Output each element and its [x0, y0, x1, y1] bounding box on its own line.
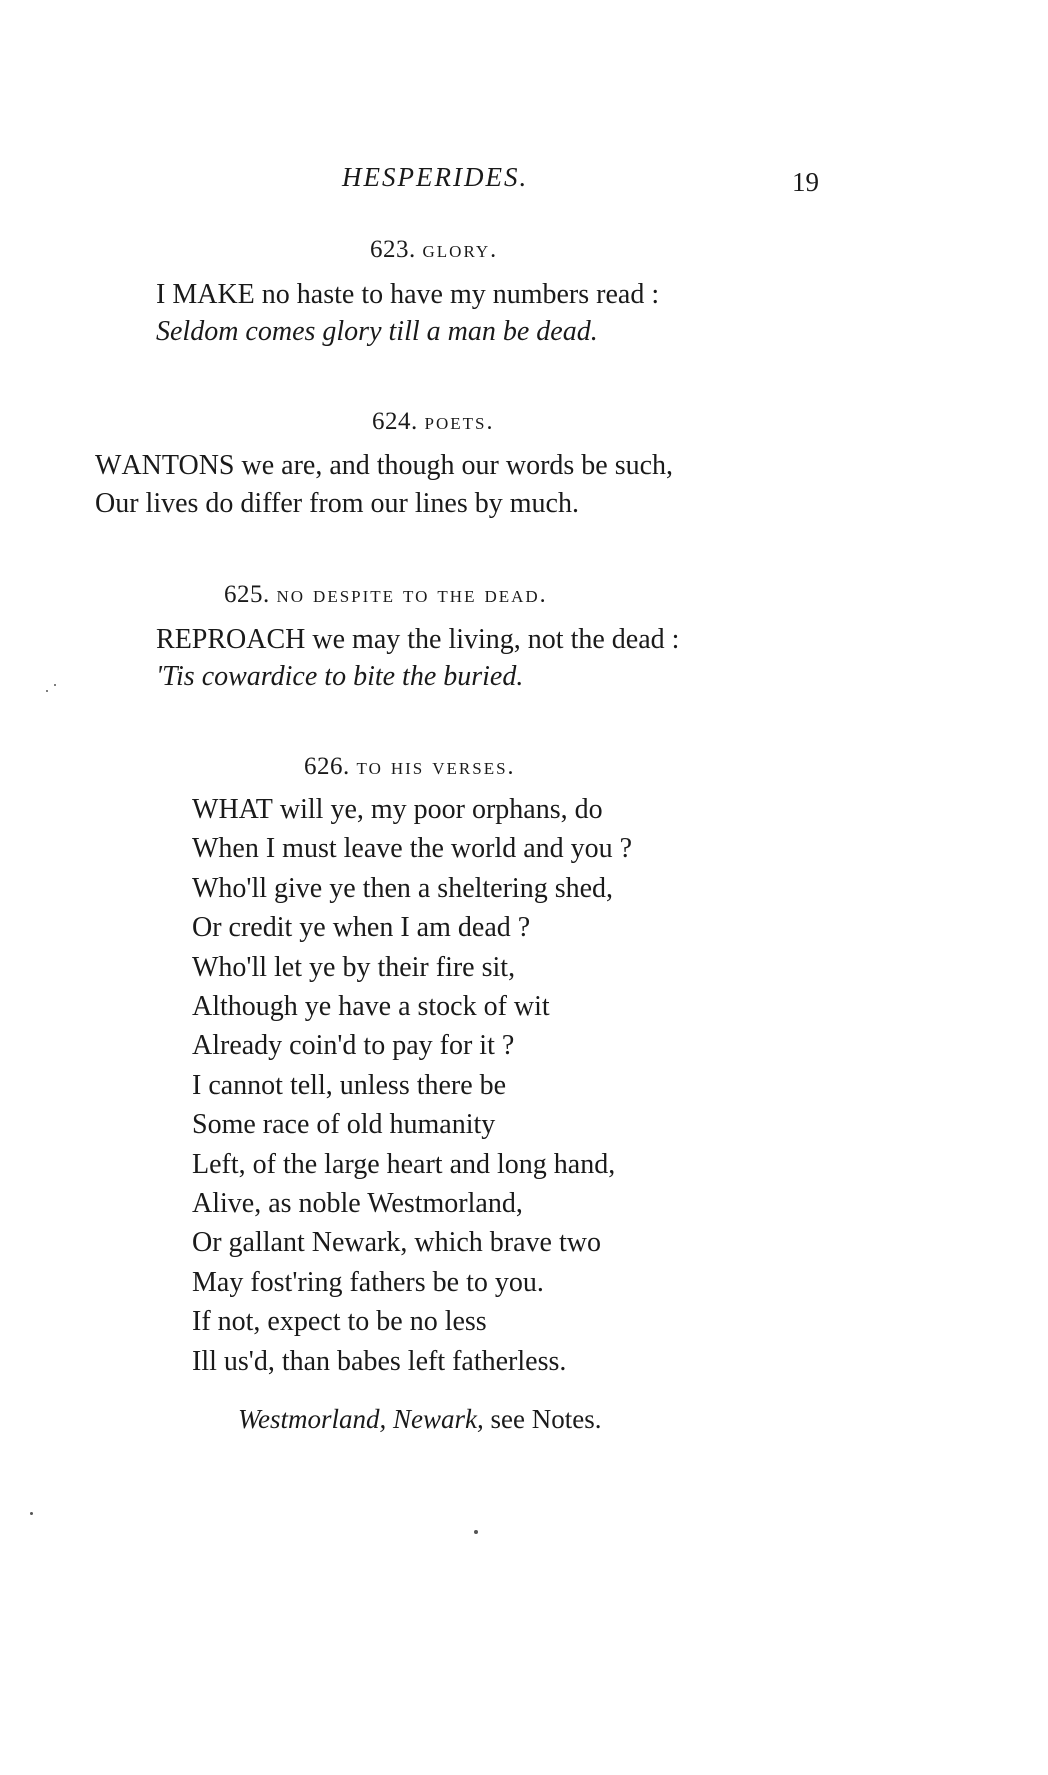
- poem-heading-624: [372, 408, 494, 436]
- poem-number: 626.: [304, 753, 350, 780]
- poem-line: Left, of the large heart and long hand,: [192, 1149, 616, 1180]
- running-header-title: HESPERIDES.: [342, 162, 529, 192]
- poem-heading-625: [224, 581, 548, 609]
- print-speck: [46, 690, 48, 692]
- poem-line: May fost'ring fathers be to you.: [192, 1267, 544, 1298]
- poem-line: REPROACH we may the living, not the dead :: [156, 624, 680, 655]
- poem-line: Or gallant Newark, which brave two: [192, 1227, 601, 1258]
- poem-line: Seldom comes glory till a man be dead.: [156, 316, 598, 347]
- poem-number: 623.: [370, 236, 416, 263]
- poem-title: to his verses.: [356, 754, 516, 780]
- print-speck: [54, 684, 56, 686]
- poem-line: WANTONS we are, and though our words be such,: [95, 450, 674, 481]
- poem-line: WHAT will ye, my poor orphans, do: [192, 794, 603, 825]
- poem-heading-623: [370, 236, 498, 264]
- poem-heading-626: [304, 753, 516, 781]
- poem-line: Although ye have a stock of wit: [192, 991, 550, 1022]
- poem-line: Some race of old humanity: [192, 1109, 496, 1140]
- footnote-rest: see Notes.: [483, 1404, 602, 1434]
- poem-line: Ill us'd, than babes left fatherless.: [192, 1346, 567, 1377]
- poem-line: When I must leave the world and you ?: [192, 833, 633, 864]
- poem-line: 'Tis cowardice to bite the buried.: [156, 661, 524, 692]
- poem-title: glory.: [422, 237, 499, 263]
- print-speck: [30, 1512, 33, 1515]
- page-number: 19: [792, 167, 819, 197]
- poem-line: Who'll let ye by their fire sit,: [192, 952, 516, 983]
- poem-line: Already coin'd to pay for it ?: [192, 1030, 515, 1061]
- poem-line: Who'll give ye then a sheltering shed,: [192, 873, 614, 904]
- footnote-italic: Westmorland, Newark,: [238, 1404, 484, 1434]
- poem-line: Or credit ye when I am dead ?: [192, 912, 531, 943]
- poem-title: no despite to the dead.: [276, 582, 548, 608]
- poem-line: I MAKE no haste to have my numbers read :: [156, 279, 660, 310]
- poem-line: Our lives do differ from our lines by much.: [95, 488, 579, 519]
- poem-line: I cannot tell, unless there be: [192, 1070, 507, 1101]
- footnote: [238, 1404, 601, 1435]
- print-speck: [474, 1530, 478, 1534]
- poem-number: 624.: [372, 408, 418, 435]
- poem-number: 625.: [224, 581, 270, 608]
- poem-title: poets.: [424, 409, 495, 435]
- poem-line: Alive, as noble Westmorland,: [192, 1188, 523, 1219]
- poem-line: If not, expect to be no less: [192, 1306, 487, 1337]
